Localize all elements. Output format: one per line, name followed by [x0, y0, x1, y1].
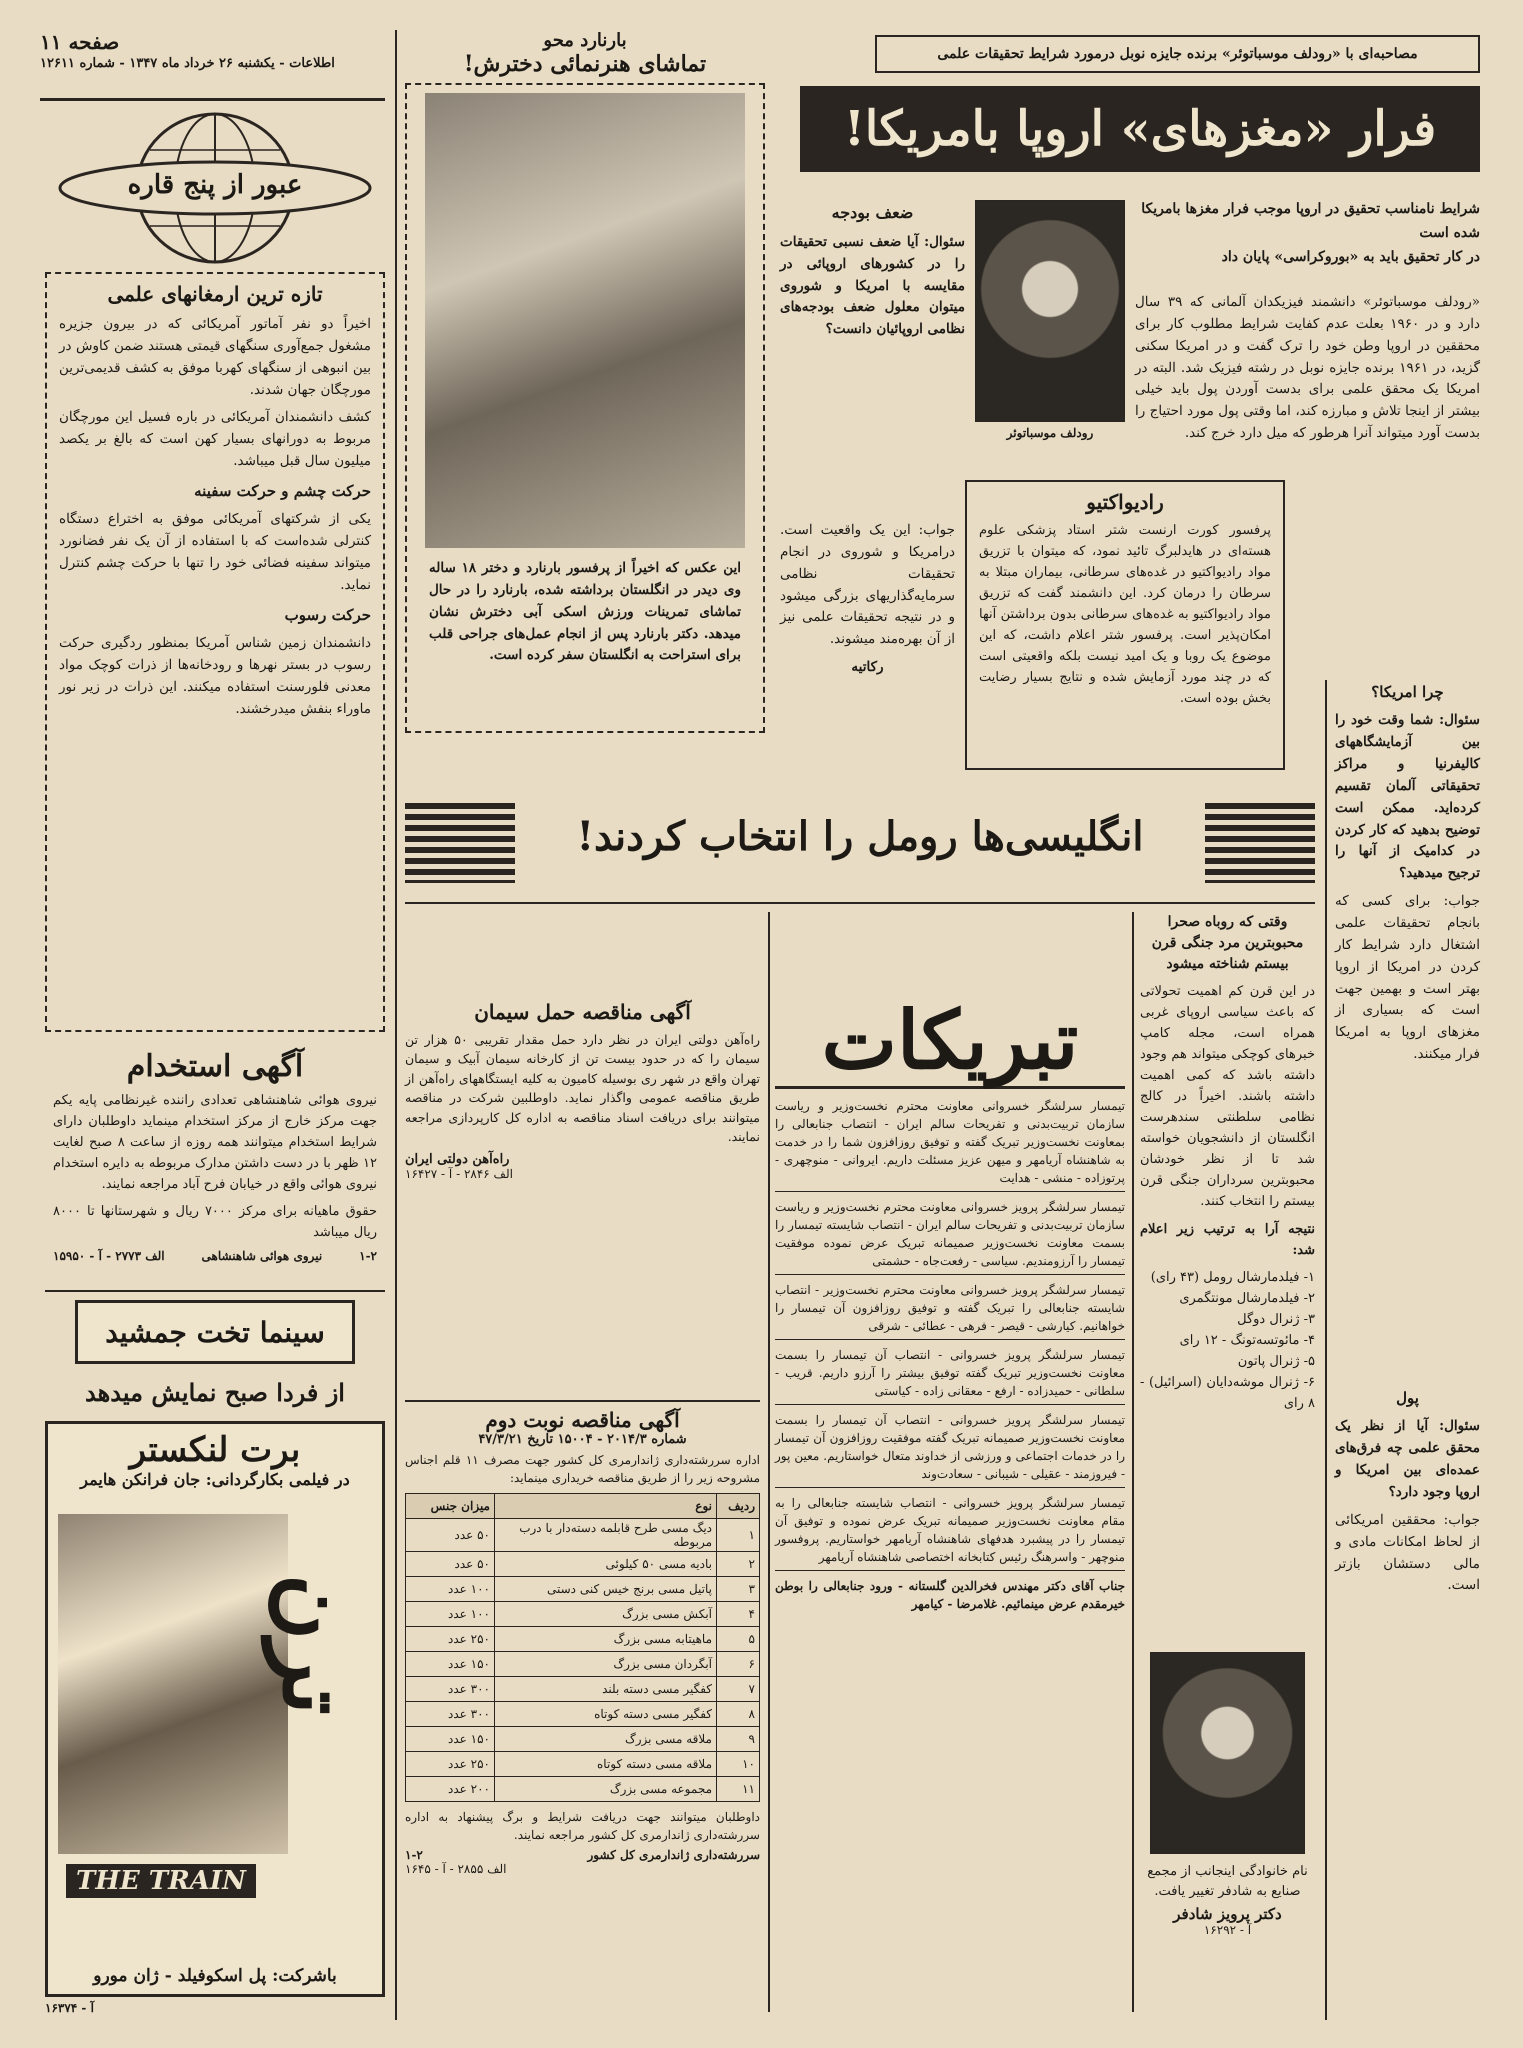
congrats-item: تیمسار سرلشگر پرویز خسروانی - انتصاب شایسته جنابعالی را به مقام معاونت نخست‌وزیر صمیمانه تبریک عرض نموده و توفیق آن تیمسار را در پیشبرد هدفهای شاهنشاه آریامهر خواستاریم. پروفسور منوچهر - واسرهنگ رئیس کتابخانه اختصاصی شاهنشاه آریامهر	[775, 1494, 1125, 1571]
cement-ref: الف ۲۸۴۶ - آ - ۱۶۴۲۷	[405, 1167, 513, 1182]
cement-title: آگهی مناقصه حمل سیمان	[474, 1000, 691, 1024]
photo-story-headline: تماشای هنرنمائی دخترش!	[463, 51, 707, 77]
table-cell: ۹	[717, 1727, 760, 1752]
radio-title: رادیواکتیو	[1086, 490, 1164, 514]
table-cell: ۲۰۰ عدد	[406, 1777, 495, 1802]
ranking-item: ۵- ژنرال پاتون	[1237, 1353, 1315, 1369]
table-cell: ملاقه مسی بزرگ	[495, 1727, 717, 1752]
table-row	[406, 1727, 760, 1752]
science-column	[45, 272, 385, 1032]
table-cell: ۳۰۰ عدد	[406, 1677, 495, 1702]
congrats-logo: تبریکات	[775, 1000, 1125, 1089]
table-row	[406, 1577, 760, 1602]
tender-two	[405, 1408, 760, 2018]
congrats-closing: جناب آقای دکتر مهندس فخرالدین گلستانه - ورود جنابعالی را بوطن خیرمقدم عرض مینمائیم. غلامرضا - کیامهر	[775, 1579, 1125, 1611]
science-paragraph: یکی از شرکتهای آمریکائی موفق به اختراع دستگاه کنترلی شده‌است که با استفاده از آن یک نفر فضانورد میتواند سفینه فضائی خود را تنها با حرکت چشم کنترل نماید.	[59, 511, 371, 593]
radio-text: پرفسور کورت ارنست شتر استاد پزشکی علوم هسته‌ای در هایدلبرگ تائید نمود، که میتوان با تزریق مواد رادیواکتیو در غده‌های سرطانی، بیماران مبتلا به سرطان را درمان کرد. این دانشمند گفت که تزریق مواد رادیواکتیو به غده‌های سرطانی بدون برداشتن آنها امکان‌پذیر است. پرفسور شتر اعلام داشت، که این موضوع یک روبا و یک امید نیست بلکه واقعیتی است که در چند مورد آزمایش شده و نتایج بسیار رضایت بخش بوده است.	[979, 523, 1271, 707]
tender-table	[405, 1493, 760, 1802]
main-bullet: در کار تحقیق باید به «بوروکراسی» پایان داد	[1221, 248, 1480, 265]
congrats-item: تیمسار سرلشگر پرویز خسروانی معاونت محترم نخست‌وزیر و ریاست سازمان تربیت‌بدنی و تفریحات سالم ایران - انتصاب شایسته تیمسار را بسمت معاونت نخست‌وزیر صمیمانه تبریک عرض نموده موفقیت تیمسار را آرزومندیم. سیاسی - رفعت‌جاه - حشمتی	[775, 1198, 1125, 1275]
employment-ad	[45, 1045, 385, 1285]
tender-two-signature: سررشته‌داری ژاندارمری کل کشور	[587, 1848, 760, 1862]
cinema-poster	[45, 1421, 385, 1997]
england-headline: انگلیسی‌ها رومل را انتخاب کردند!	[576, 813, 1144, 860]
table-cell: ۱۱	[717, 1777, 760, 1802]
cinema-opening: از فردا صبح نمایش میدهد	[85, 1378, 345, 1407]
main-kicker-box	[875, 35, 1480, 73]
tender-two-ref: الف ۲۸۵۵ - آ - ۱۶۴۵	[405, 1862, 507, 1876]
cinema-banner-frame	[75, 1300, 355, 1364]
table-row	[406, 1627, 760, 1652]
cinema-ref: آ - ۱۶۳۷۴	[45, 2001, 94, 2015]
tender-table-header	[406, 1494, 760, 1519]
table-cell: ۸	[717, 1702, 760, 1727]
table-cell: ۷	[717, 1677, 760, 1702]
ranking-item: ۲- فیلدمارشال مونتگمری	[1179, 1290, 1315, 1306]
cinema-poster-image	[58, 1514, 288, 1854]
table-cell: ۳۰۰ عدد	[406, 1702, 495, 1727]
col-header: نوع	[495, 1494, 717, 1519]
main-middle-col	[780, 200, 965, 500]
table-cell: ۱	[717, 1519, 760, 1552]
employment-signature: نیروی هوائی شاهنشاهی	[201, 1249, 323, 1264]
science-subheading: حرکت چشم و حرکت سفینه	[194, 482, 371, 501]
table-cell: ۱۰	[717, 1752, 760, 1777]
table-cell: بادیه مسی ۵۰ کیلوئی	[495, 1552, 717, 1577]
science-paragraph: اخیراً دو نفر آماتور آمریکائی که در بیرون جزیره مشغول جمع‌آوری سنگهای قیمتی هستند ضمن کاوش در بین انبوهی از سنگهای کهربا موفق به کشف قدیمی‌ترین مورچگان جهان شدند.	[59, 316, 371, 398]
photo-story	[405, 30, 765, 785]
cement-text: راه‌آهن دولتی ایران در نظر دارد حمل مقدار تقریبی ۵۰ هزار تن سیمان را که در حدود بیست تن از کارخانه سیمان آبیک و سیمان تهران واقع در شهر ری بوسیله کامیون به کلیه ایستگاههای راه‌آهن از طریق مناقصه عمومی واگذار نماید. داوطلبین شرکت در مناقصه میتوانند برای دریافت اسناد مناقصه به اداره کل کارپردازی مراجعه نمایند.	[405, 1032, 760, 1144]
table-row	[406, 1777, 760, 1802]
table-row	[406, 1677, 760, 1702]
science-paragraph: کشف دانشمندان آمریکائی در باره فسیل این مورچگان مربوط به دورانهای بسیار کهن است که بالغ بر یکصد میلیون سال قبل میباشد.	[59, 409, 371, 470]
table-cell: آبکش مسی بزرگ	[495, 1602, 717, 1627]
main-lead-text: «رودلف موسباتوئر» دانشمند فیزیکدان آلمانی که ۳۹ سال دارد و در ۱۹۶۰ بعلت عدم کفایت شرایط مطلوب کار برای محققین در اروپا وطن خود را ترک گفت و در امریکا سکنی گزید، در ۱۹۶۱ برنده جایزه نوبل در رشته فیزیک شد. البته در امریکا یک محقق علمی برای بدست آوردن پول باید خیلی بیشتر از اینجا تلاش و مبارزه کند، اما وقتی پول مورد احتیاج را بدست آورد میتواند آنرا هرطور که میل دارد خرج کند.	[1135, 294, 1480, 442]
tender-two-title: آگهی مناقصه نوبت دوم	[485, 1408, 680, 1432]
logo-text: عبور از پنج قاره	[127, 170, 303, 200]
science-title: تازه ترین ارمغانهای علمی	[107, 282, 323, 306]
main-portrait-caption: رودلف موسباتوئر	[1006, 426, 1094, 440]
cement-signature: راه‌آهن دولتی ایران	[405, 1152, 510, 1168]
table-cell: ۳	[717, 1577, 760, 1602]
table-cell: ۲۵۰ عدد	[406, 1627, 495, 1652]
table-cell: کفگیر مسی دسته بلند	[495, 1677, 717, 1702]
congrats-column	[775, 993, 1125, 2015]
main-answer-2: جواب: برای کسی که بانجام تحقیقات علمی اشتغال دارد شرایط کار کردن در امریکا از اروپا بهتر است و بهمین جهت است که بسیاری از مغزهای اروپا به امریکا فرار میکنند.	[1335, 893, 1480, 1063]
main-portrait	[975, 200, 1125, 450]
cinema-cast: باشرکت: پل اسکوفیلد - ژان مورو	[93, 1966, 337, 1986]
table-cell: پاتیل مسی برنج خیس کنی دستی	[495, 1577, 717, 1602]
table-cell: ۱۵۰ عدد	[406, 1652, 495, 1677]
main-answer-col	[780, 520, 955, 775]
ranking-item: ۱- فیلدمارشال رومل (۴۳ رای)	[1150, 1269, 1315, 1285]
table-cell: آبگردان مسی بزرگ	[495, 1652, 717, 1677]
table-row	[406, 1602, 760, 1627]
globe-logo	[55, 108, 375, 268]
congrats-item: تیمسار سرلشگر خسروانی معاونت محترم نخست‌وزیر و ریاست سازمان تربیت‌بدنی و تفریحات سالم ایران - انتصاب جنابعالی را بمعاونت نخست‌وزیر تبریک گفته و توفیق روزافزون شما را در خدمت به شاهنشاه آریامهر و میهن عزیز مسئلت داریم. ایروانی - منوچهری - پرتوزاده - منشی - هدایت	[775, 1097, 1125, 1192]
portrait-ref: آ - ۱۶۲۹۲	[1203, 1923, 1252, 1937]
main-bullets	[1130, 198, 1480, 288]
ranking-item: ۴- مائوتسه‌تونگ - ۱۲ رای	[1179, 1332, 1315, 1348]
main-headline: فرار «مغزهای» اروپا بامریکا!	[843, 101, 1437, 157]
main-question-2: سئوال: شما وقت خود را بین آزمایشگاههای کالیفرنیا و مراکز تحقیقاتی آلمان تقسیم کرده‌اید. ممکن است توضیح بدهید که کار کردن در کدامیک از آنها را ترجیح میدهید؟	[1335, 712, 1480, 882]
employment-salary: حقوق ماهیانه برای مرکز ۷۰۰۰ ریال و شهرستانها تا ۸۰۰۰ ریال میباشد	[53, 1204, 377, 1241]
table-cell: ۲۵۰ عدد	[406, 1752, 495, 1777]
page-label: صفحه ۱۱	[40, 30, 120, 54]
employment-ref: الف ۲۷۷۳ - آ - ۱۵۹۵۰	[53, 1249, 165, 1264]
table-row	[406, 1652, 760, 1677]
england-banner	[405, 795, 1315, 895]
photo-story-frame	[405, 83, 765, 733]
congrats-item: تیمسار سرلشگر پرویز خسروانی - انتصاب آن تیمسار را بسمت معاونت نخست‌وزیر صمیمانه تبریک گفته موفقیت روزافزون آن تیمسار را در خدمات اجتماعی و ورزشی از خداوند متعال خواستاریم. معین پور - فیروزمند - عقیلی - شیبانی - سعادت‌وند	[775, 1411, 1125, 1488]
table-cell: ۶	[717, 1652, 760, 1677]
tender-two-subtitle: شماره ۲۰۱۴/۳ - ۱۵۰۰۴ تاریخ ۴۷/۳/۲۱	[478, 1432, 687, 1447]
main-portrait-image	[975, 200, 1125, 422]
cinema-star: برت لنکستر	[129, 1430, 301, 1470]
science-paragraph: دانشمندان زمین شناس آمریکا بمنظور ردگیری حرکت رسوب در بستر نهرها و رودخانه‌ها از ذرات کوچک مواد معدنی فلورسنت استفاده میکنند. این ذرات در زیر نور ماوراء بنفش میدرخشند.	[59, 635, 371, 717]
page-header	[40, 30, 380, 90]
table-row	[406, 1519, 760, 1552]
employment-ref-right: ۱-۲	[359, 1249, 377, 1264]
cinema-ad	[45, 1300, 385, 2015]
main-money: پول	[1396, 1389, 1419, 1408]
cinema-banner: سینما تخت جمشید	[105, 1315, 325, 1349]
radio-box	[965, 480, 1285, 770]
table-cell: ۱۵۰ عدد	[406, 1727, 495, 1752]
portrait-caption: دکتر پرویز شادفر	[1173, 1905, 1282, 1923]
desert-fox-text: در این قرن کم اهمیت تحولاتی که باعث سیاسی اروپای غربی همراه است، مجله کامپ خبرهای کوچکی میتواند هم وجود داشته باشد که کمی اهمیت داشته باشند. اخیراً در کالج نظامی سلطنتی سندهرست انگلستان از دانشجویان خواسته شد تا از نظر خودشان محبوبترین سرداران جنگی قرن بیستم را انتخاب کنند.	[1140, 984, 1315, 1210]
cinema-film-en: THE TRAIN	[66, 1864, 256, 1898]
cinema-subtitle: در فیلمی بکارگردانی: جان فرانکن هایمر	[80, 1470, 350, 1489]
table-row	[406, 1752, 760, 1777]
table-cell: ۱۰۰ عدد	[406, 1577, 495, 1602]
table-cell: ۲	[717, 1552, 760, 1577]
col-header: ردیف	[717, 1494, 760, 1519]
table-cell: مجموعه مسی بزرگ	[495, 1777, 717, 1802]
science-subheading: حرکت رسوب	[284, 605, 371, 624]
cement-tender	[405, 1000, 760, 1395]
main-right-col	[1335, 680, 1480, 2020]
table-cell: ماهیتابه مسی بزرگ	[495, 1627, 717, 1652]
portrait-box	[1140, 1652, 1315, 1937]
issue-line: اطلاعات - یکشنبه ۲۶ خرداد ماه ۱۳۴۷ - شماره ۱۲۶۱۱	[40, 56, 335, 71]
desert-fox	[1140, 912, 1315, 2012]
photo-story-kicker: بارنارد محو	[543, 30, 627, 51]
photo-story-credit: رکاتیه	[851, 659, 884, 676]
main-question-3: سئوال: آیا از نظر یک محقق علمی چه فرق‌های عمده‌ای بین امریکا و اروپا وجود دارد؟	[1335, 1418, 1480, 1500]
photo-story-image	[425, 93, 745, 548]
cinema-film-fa: ترن	[262, 1574, 368, 1715]
ranking-item: ۶- ژنرال موشه‌دایان (اسرائیل) - ۸ رای	[1140, 1374, 1315, 1411]
main-headline-bar	[800, 86, 1480, 172]
banner-stripes-left	[405, 803, 515, 883]
table-cell: ملاقه مسی دسته کوتاه	[495, 1752, 717, 1777]
desert-fox-title: وقتی که روباه صحرا محبوبترین مرد جنگی قرن بیستم شناخته میشود	[1151, 914, 1304, 972]
table-cell: کفگیر مسی دسته کوتاه	[495, 1702, 717, 1727]
main-kicker: مصاحبه‌ای با «رودلف موسباتوئر» برنده جایزه نوبل درمورد شرایط تحقیقات علمی	[937, 46, 1418, 62]
desert-fox-ranking-intro: نتیجه آرا به ترتیب زیر اعلام شد:	[1140, 1221, 1315, 1258]
table-cell: ۵۰ عدد	[406, 1552, 495, 1577]
table-cell: ۴	[717, 1602, 760, 1627]
employment-text: نیروی هوائی شاهنشاهی تعدادی راننده غیرنظامی پایه یکم جهت مرکز خارج از مرکز استخدام مینماید داوطلبان دارای شرایط استخدام میتوانند همه روزه از ساعت ۸ صبح لغایت ۱۲ ظهر با در دست داشتن مدارک مربوطه به دایره استخدام نیروی هوائی واقع در خیابان فرح آباد مراجعه نمایند.	[53, 1093, 377, 1193]
table-row	[406, 1552, 760, 1577]
table-cell: ۵	[717, 1627, 760, 1652]
portrait-image	[1150, 1652, 1305, 1854]
main-why-america: چرا امریکا؟	[1371, 683, 1444, 701]
main-answer-3: جواب: محققین امریکائی از لحاظ امکانات مادی و مالی دستشان بازتر است.	[1335, 1511, 1480, 1594]
ranking-item: ۳- ژنرال دوگل	[1237, 1311, 1315, 1327]
table-row	[406, 1702, 760, 1727]
congrats-item: تیمسار سرلشگر پرویز خسروانی - انتصاب آن تیمسار را بسمت معاونت نخست‌وزیر تبریک گفته توفیق بیشتر را آرزو داریم. قریب - سلطانی - حمیدزاده - ارفع - معقانی زاده - کیاستی	[775, 1346, 1125, 1405]
main-answer-1: جواب: این یک واقعیت است. درامریکا و شوروی در انجام تحقیقات نظامی سرمایه‌گذاریهای بزرگی میشود و در نتیجه تحقیقات علمی نیز از آن بهره‌مند میشوند.	[780, 522, 955, 648]
congrats-item: تیمسار سرلشگر پرویز خسروانی معاونت محترم نخست‌وزیر - انتصاب شایسته جنابعالی را تبریک گفته و توفیق روزافزون آن تیمسار را خواهانیم. کیارشی - قیصر - فرهی - عطائی - شرقی	[775, 1281, 1125, 1340]
tender-two-intro: اداره سررشته‌داری ژاندارمری کل کشور جهت مصرف ۱۱ قلم اجناس مشروحه زیر را از طریق مناقصه خریداری مینماید:	[405, 1453, 760, 1485]
table-cell: ۱۰۰ عدد	[406, 1602, 495, 1627]
portrait-note: نام خانوادگی اینجانب از مجمع صنایع به شادفر تغییر یافت.	[1147, 1864, 1308, 1899]
table-cell: ۵۰ عدد	[406, 1519, 495, 1552]
table-cell: دیگ مسی طرح قابلمه دسته‌دار با درب مربوطه	[495, 1519, 717, 1552]
tender-two-footer: داوطلبان میتوانند جهت دریافت شرایط و برگ پیشنهاد به اداره سررشته‌داری ژاندارمری کل کشور مراجعه نمایند.	[405, 1810, 760, 1842]
photo-story-caption: این عکس که اخیراً از پرفسور بارنارد و دختر ۱۸ ساله وی دیدر در انگلستان برداشته شده، بارنارد را در حال تماشای تمرینات ورزش اسکی آبی دخترش نشان میدهد. دکتر بارنارد پس از انجام عمل‌های جراحی قلب برای استراحت به انگلستان سفر کرده است.	[429, 560, 742, 664]
main-bullet: شرایط نامناسب تحقیق در اروپا موجب فرار مغزها بامریکا شده است	[1141, 201, 1480, 241]
employment-title: آگهی استخدام	[126, 1049, 304, 1084]
main-weak-budget: ضعف بودجه	[831, 203, 914, 222]
col-header: میزان جنس	[406, 1494, 495, 1519]
tender-two-ref-right: ۱-۲	[405, 1848, 423, 1862]
main-question-1: سئوال: آیا ضعف نسبی تحقیقات را در کشورهای اروپائی در مقایسه با امریکا و شوروی میتوان معلول ضعف بودجه‌های نظامی اروپائیان دانست؟	[780, 233, 965, 338]
banner-stripes-right	[1205, 803, 1315, 883]
